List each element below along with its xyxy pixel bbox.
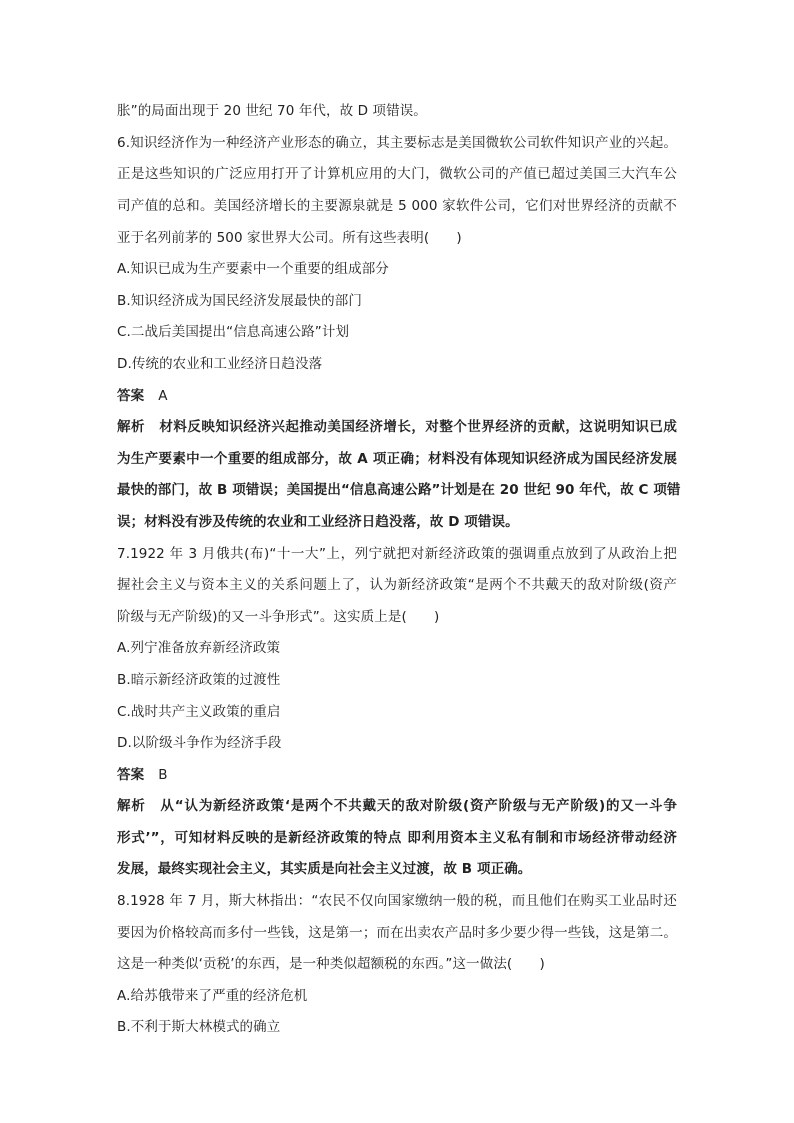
question-8-option-a <box>117 986 677 1006</box>
answer-value: A <box>158 388 168 404</box>
question-6-option-a <box>117 259 677 279</box>
question-6-option-d <box>117 354 677 374</box>
analysis-text: 从“认为新经济政策‘是两个不共戴天的敌对阶级(资产阶级与无产阶级)的又一斗争 <box>159 798 678 814</box>
question-8-option-b <box>117 1017 677 1037</box>
question-7-stem <box>117 544 677 564</box>
question-6-answer <box>117 386 677 406</box>
question-7-answer <box>117 765 677 785</box>
analysis-label: 解析 <box>117 419 145 435</box>
answer-label: 答案 <box>117 767 145 783</box>
question-7-option-d <box>117 733 677 753</box>
question-7-option-b <box>117 670 677 690</box>
question-7-analysis <box>117 828 677 848</box>
option-text: B.不利于斯大林模式的确立 <box>117 1019 281 1035</box>
option-text: A.列宁准备放弃新经济政策 <box>117 640 281 656</box>
analysis-text: 最快的部门，故 B 项错误；美国提出“信息高速公路”计划是在 20 世纪 90 年代，故 C 项错 <box>117 482 681 498</box>
question-7-option-c <box>117 702 677 722</box>
line-text: 胀”的局面出现于 20 世纪 70 年代，故 D 项错误。 <box>117 103 427 119</box>
option-text: B.暗示新经济政策的过渡性 <box>117 672 281 688</box>
question-7-stem <box>117 607 677 627</box>
question-7-option-a <box>117 638 677 658</box>
question-7-stem <box>117 575 677 595</box>
option-text: B.知识经济成为国民经济发展最快的部门 <box>117 293 362 309</box>
question-6-stem <box>117 228 677 248</box>
question-7-analysis <box>117 796 677 816</box>
option-text: D.传统的农业和工业经济日趋没落 <box>117 356 323 372</box>
analysis-text: 形式’”，可知材料反映的是新经济政策的特点 即利用资本主义私有制和市场经济带动经济 <box>117 830 677 846</box>
answer-label: 答案 <box>117 388 145 404</box>
option-text: A.知识已成为生产要素中一个重要的组成部分 <box>117 261 389 277</box>
question-6-stem <box>117 196 677 216</box>
option-text: C.战时共产主义政策的重启 <box>117 704 281 720</box>
line-text: 亚于名列前茅的 500 家世界大公司。所有这些表明( ) <box>117 230 462 246</box>
option-text: C.二战后美国提出“信息高速公路”计划 <box>117 324 350 340</box>
line-text: 要因为价格较高而多付一些钱，这是第一；而在出卖农产品时多少要少得一些钱，这是第二。 <box>117 925 677 941</box>
answer-value: B <box>158 767 168 783</box>
option-text: D.以阶级斗争作为经济手段 <box>117 735 282 751</box>
analysis-text: 误；材料没有涉及传统的农业和工业经济日趋没落，故 D 项错误。 <box>117 514 519 530</box>
analysis-text: 为生产要素中一个重要的组成部分，故 A 项正确；材料没有体现知识经济成为国民经济发展 <box>117 451 677 467</box>
question-6-analysis <box>117 480 681 500</box>
line-text: 正是这些知识的广泛应用打开了计算机应用的大门，微软公司的产值已超过美国三大汽车公 <box>117 166 677 182</box>
question-7-analysis <box>117 859 677 879</box>
text-line <box>117 101 677 121</box>
question-8-stem <box>117 923 677 943</box>
line-text: 握社会主义与资本主义的关系问题上了，认为新经济政策“是两个不共戴天的敌对阶级(资产 <box>117 577 677 593</box>
question-6-analysis <box>117 512 677 532</box>
question-6-analysis <box>117 449 677 469</box>
question-6-option-c <box>117 322 677 342</box>
analysis-label: 解析 <box>117 798 146 814</box>
line-text: 8.1928 年 7 月，斯大林指出：“农民不仅向国家缴纳一般的税，而且他们在购买工业品时还 <box>117 893 677 909</box>
line-text: 阶级与无产阶级)的又一斗争形式”。这实质上是( ) <box>117 609 440 625</box>
question-6-stem <box>117 133 677 153</box>
question-6-stem <box>117 164 677 184</box>
question-6-analysis <box>117 417 677 437</box>
line-text: 7.1922 年 3 月俄共(布)“十一大”上，列宁就把对新经济政策的强调重点放到了从政治上把 <box>117 546 677 562</box>
question-8-stem <box>117 954 677 974</box>
line-text: 司产值的总和。美国经济增长的主要源泉就是 5 000 家软件公司，它们对世界经济的贡献不 <box>117 198 677 214</box>
line-text: 这是一种类似‘贡税’的东西，是一种类似超额税的东西。”这一做法( ) <box>117 956 545 972</box>
option-text: A.给苏俄带来了严重的经济危机 <box>117 988 308 1004</box>
analysis-text: 发展，最终实现社会主义，其实质是向社会主义过渡，故 B 项正确。 <box>117 861 532 877</box>
line-text: 6.知识经济作为一种经济产业形态的确立，其主要标志是美国微软公司软件知识产业的兴起。 <box>117 135 677 151</box>
question-8-stem <box>117 891 677 911</box>
analysis-text: 材料反映知识经济兴起推动美国经济增长，对整个世界经济的贡献，这说明知识已成 <box>159 419 677 435</box>
question-6-option-b <box>117 291 677 311</box>
